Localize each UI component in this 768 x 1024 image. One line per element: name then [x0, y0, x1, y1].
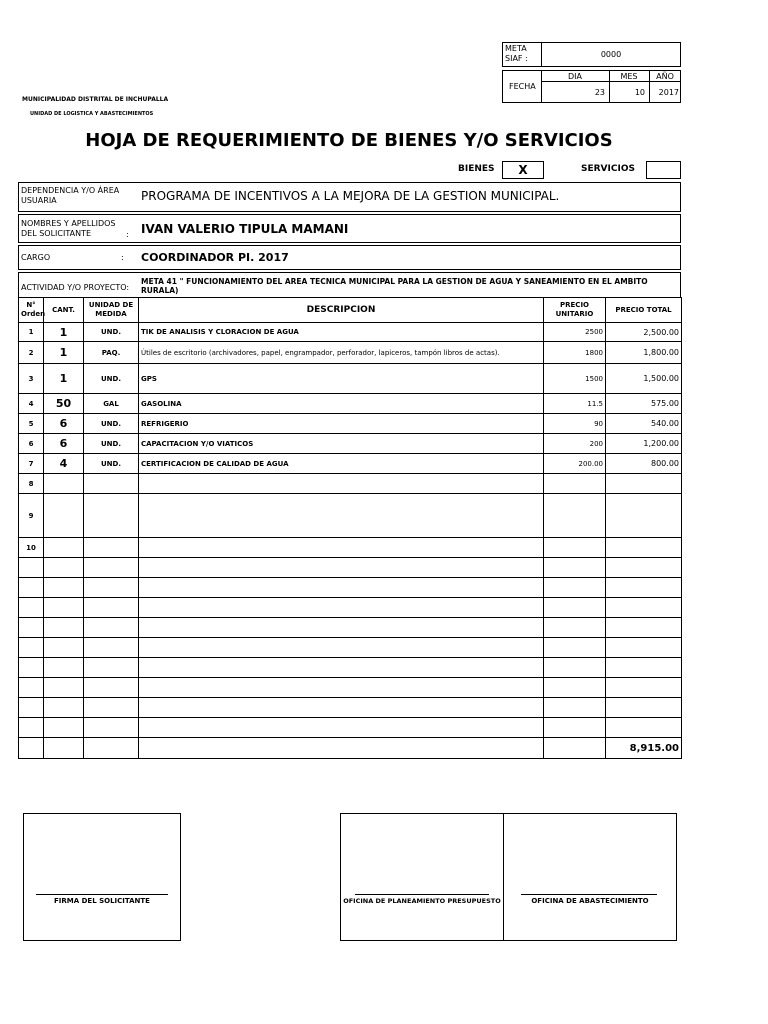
- table-row: [19, 474, 682, 494]
- dependencia-label: DEPENDENCIA Y/O ÁREA USUARIA: [21, 186, 120, 205]
- cell-orden: 4: [19, 394, 44, 414]
- cell-descripcion: TIK DE ANALISIS Y CLORACION DE AGUA: [139, 323, 544, 342]
- table-row: [19, 658, 682, 678]
- cell-cant: 50: [44, 394, 84, 414]
- col-cant: CANT.: [44, 298, 84, 323]
- col-precio-total: PRECIO TOTAL: [606, 298, 682, 323]
- table-row: [19, 414, 682, 434]
- signature-planeamiento-label: OFICINA DE PLANEAMIENTO PRESUPUESTO: [343, 897, 501, 905]
- anio-value: 2017: [658, 88, 679, 97]
- mes-label: MES: [620, 72, 638, 81]
- cell-unidad: UND.: [84, 454, 139, 474]
- cell-unidad: PAQ.: [84, 342, 139, 364]
- cell-descripcion: CAPACITACION Y/O VIATICOS: [139, 434, 544, 454]
- cell-precio-unitario: 1500: [544, 364, 606, 394]
- signature-abastecimiento-label: OFICINA DE ABASTECIMIENTO: [531, 897, 649, 905]
- signature-box-oficinas: [340, 813, 677, 941]
- table-row: [19, 598, 682, 618]
- cell-cant: 1: [44, 323, 84, 342]
- cell-orden: 7: [19, 454, 44, 474]
- col-precio-unitario: PRECIO UNITARIO: [544, 298, 606, 323]
- cell-orden: 6: [19, 434, 44, 454]
- dia-value: 23: [594, 88, 605, 97]
- total-value: 8,915.00: [606, 738, 682, 759]
- table-row: [19, 558, 682, 578]
- total-row: [19, 738, 682, 759]
- cell-cant: 1: [44, 364, 84, 394]
- table-row: [19, 678, 682, 698]
- nombres-value: IVAN VALERIO TIPULA MAMANI: [141, 222, 349, 236]
- table-row: [19, 578, 682, 598]
- fecha-box: [502, 70, 681, 103]
- cargo-colon: :: [121, 253, 124, 262]
- nombres-label: NOMBRES Y APELLIDOS DEL SOLICITANTE: [21, 219, 116, 238]
- fecha-label: FECHA: [509, 82, 536, 91]
- table-row: [19, 454, 682, 474]
- cell-descripcion: CERTIFICACION DE CALIDAD DE AGUA: [139, 454, 544, 474]
- cell-precio-unitario: 11.5: [544, 394, 606, 414]
- actividad-label: ACTIVIDAD Y/O PROYECTO:: [21, 283, 130, 292]
- dia-label: DIA: [568, 72, 582, 81]
- cell-precio-total: 1,500.00: [606, 364, 682, 394]
- cell-orden: 10: [19, 538, 44, 558]
- cargo-value: COORDINADOR PI. 2017: [141, 251, 289, 264]
- cell-cant: 6: [44, 434, 84, 454]
- cell-cant: 4: [44, 454, 84, 474]
- cell-orden: 9: [19, 494, 44, 538]
- cargo-row: [18, 245, 681, 270]
- signature-solicitante-label: FIRMA DEL SOLICITANTE: [54, 897, 150, 905]
- cell-precio-total: 2,500.00: [606, 323, 682, 342]
- table-header-row: [19, 298, 682, 323]
- table-row: [19, 494, 682, 538]
- servicios-label: SERVICIOS: [581, 164, 635, 174]
- cell-descripcion: GASOLINA: [139, 394, 544, 414]
- org-name: MUNICIPALIDAD DISTRITAL DE INCHUPALLA: [22, 96, 169, 103]
- table-row: [19, 394, 682, 414]
- cell-precio-unitario: 200.00: [544, 454, 606, 474]
- table-row: [19, 538, 682, 558]
- cell-unidad: UND.: [84, 364, 139, 394]
- cargo-label: CARGO: [21, 253, 51, 262]
- table-row: [19, 434, 682, 454]
- cell-unidad: UND.: [84, 414, 139, 434]
- cell-precio-unitario: 1800: [544, 342, 606, 364]
- nombres-colon: :: [126, 230, 129, 239]
- cell-descripcion: Útiles de escritorio (archivadores, papel, engrampador, perforador, lapiceros, tampón libros de actas).: [139, 342, 544, 364]
- table-row: [19, 718, 682, 738]
- page-title: HOJA DE REQUERIMIENTO DE BIENES Y/O SERVICIOS: [85, 130, 613, 151]
- bienes-label: BIENES: [458, 164, 495, 174]
- items-table: [18, 297, 682, 759]
- col-unidad: UNIDAD DE MEDIDA: [84, 298, 139, 323]
- cell-precio-total: 800.00: [606, 454, 682, 474]
- meta-value: 0000: [600, 50, 622, 59]
- anio-label: AÑO: [656, 72, 674, 81]
- cell-precio-total: 1,200.00: [606, 434, 682, 454]
- dependencia-row: [18, 182, 681, 212]
- cell-precio-total: 1,800.00: [606, 342, 682, 364]
- cell-cant: 1: [44, 342, 84, 364]
- signature-box-solicitante: [23, 813, 181, 941]
- mes-value: 10: [634, 88, 645, 97]
- dependencia-value: PROGRAMA DE INCENTIVOS A LA MEJORA DE LA GESTION MUNICIPAL.: [141, 189, 560, 203]
- cell-descripcion: GPS: [139, 364, 544, 394]
- cell-precio-total: 575.00: [606, 394, 682, 414]
- actividad-value: META 41 " FUNCIONAMIENTO DEL AREA TECNICA MUNICIPAL PARA LA GESTION DE AGUA Y SANEAMIENTO EN EL AMBITO RURALA): [141, 277, 648, 295]
- table-row: [19, 698, 682, 718]
- cell-orden: 8: [19, 474, 44, 494]
- unit-name: UNIDAD DE LOGISTICA Y ABASTECIMIENTOS: [30, 111, 154, 117]
- nombres-row: [18, 214, 681, 243]
- cell-precio-unitario: 90: [544, 414, 606, 434]
- col-orden: N° Orden: [19, 298, 44, 323]
- cell-precio-unitario: 2500: [544, 323, 606, 342]
- actividad-row: [18, 272, 681, 298]
- table-row: [19, 638, 682, 658]
- table-row: [19, 342, 682, 364]
- servicios-checkbox[interactable]: [646, 161, 681, 179]
- cell-orden: 3: [19, 364, 44, 394]
- cell-orden: 2: [19, 342, 44, 364]
- table-row: [19, 323, 682, 342]
- bienes-checkbox[interactable]: X: [502, 161, 544, 179]
- cell-cant: 6: [44, 414, 84, 434]
- cell-precio-unitario: 200: [544, 434, 606, 454]
- meta-label: META SIAF :: [505, 44, 528, 63]
- col-descripcion: DESCRIPCION: [139, 298, 544, 323]
- cell-unidad: GAL: [84, 394, 139, 414]
- cell-unidad: UND.: [84, 323, 139, 342]
- cell-descripcion: REFRIGERIO: [139, 414, 544, 434]
- table-row: [19, 618, 682, 638]
- cell-orden: 1: [19, 323, 44, 342]
- meta-siaf-box: [502, 42, 681, 67]
- table-row: [19, 364, 682, 394]
- cell-precio-total: 540.00: [606, 414, 682, 434]
- cell-unidad: UND.: [84, 434, 139, 454]
- cell-orden: 5: [19, 414, 44, 434]
